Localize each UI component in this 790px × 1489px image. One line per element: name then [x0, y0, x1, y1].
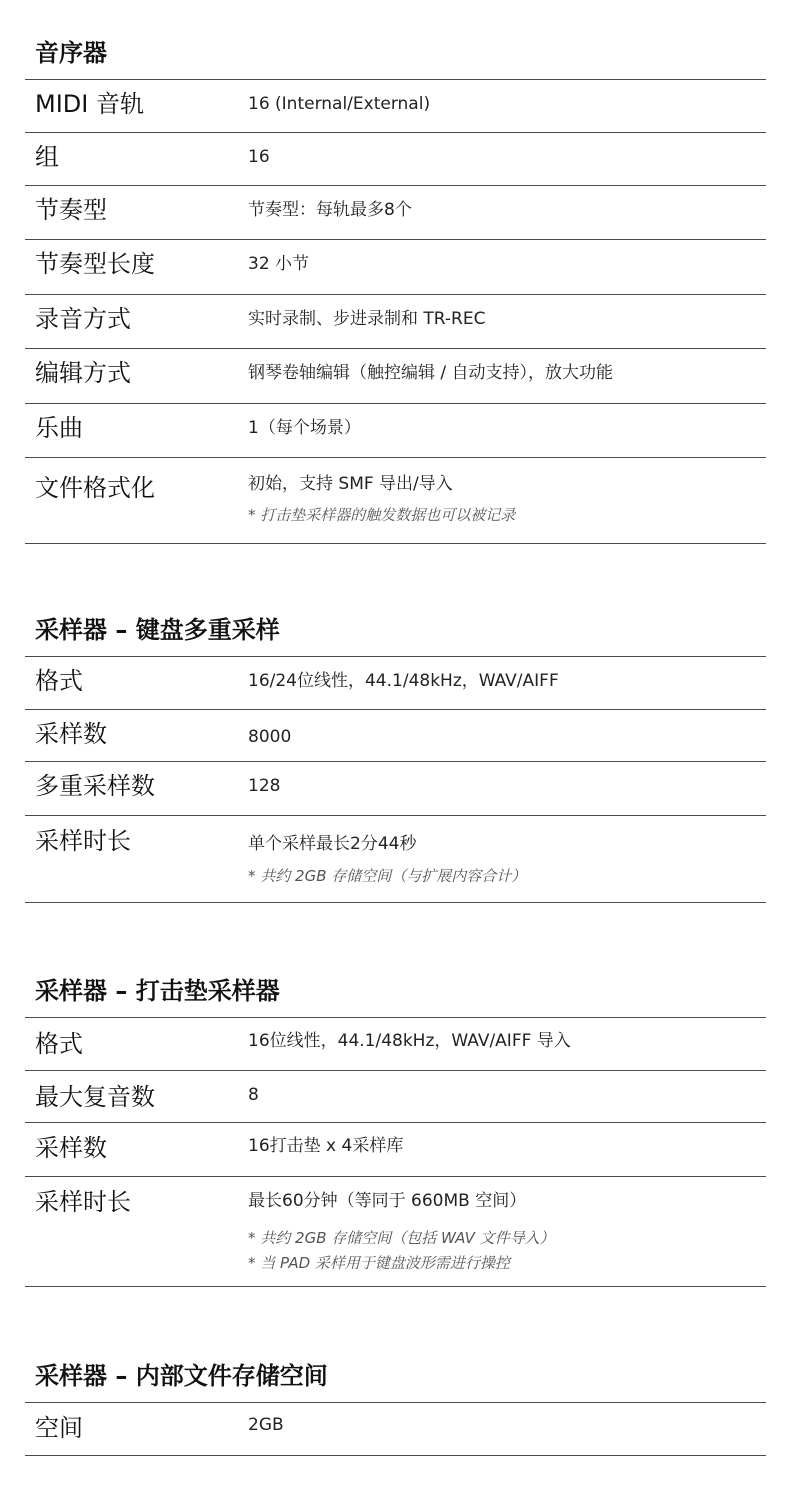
spec-label: 采样时长: [35, 827, 131, 855]
spec-value: 钢琴卷轴编辑（触控编辑 / 自动支持），放大功能: [248, 363, 614, 383]
spec-value: 16: [248, 147, 270, 167]
spec-row-midi-tracks: [25, 80, 766, 133]
spec-note: * 共约 2GB 存储空间（与扩展内容合计）: [248, 867, 527, 885]
spec-value: 最长60分钟（等同于 660MB 空间）: [248, 1191, 527, 1211]
spec-label: 节奏型: [35, 196, 107, 224]
spec-label: 最大复音数: [35, 1083, 155, 1111]
spec-row-patterns: [25, 186, 766, 240]
spec-row-max-polyphony: [25, 1071, 766, 1123]
spec-row-sample-count: [25, 1123, 766, 1177]
spec-label: 乐曲: [35, 414, 83, 442]
spec-row-editing: [25, 349, 766, 404]
spec-value: 16打击垫 x 4采样库: [248, 1136, 404, 1156]
sequencer-section: [25, 27, 766, 544]
spec-row-songs: [25, 404, 766, 458]
spec-row-format: [25, 657, 766, 710]
spec-value: 1（每个场景）: [248, 418, 361, 438]
pad-sampler-section: [25, 965, 766, 1287]
spec-value: 16位线性，44.1/48kHz，WAV/AIFF 导入: [248, 1031, 571, 1051]
keyboard-sampler-section: [25, 604, 766, 903]
spec-value: 2GB: [248, 1415, 284, 1435]
spec-value: 8: [248, 1085, 259, 1105]
spec-label: 采样数: [35, 1134, 107, 1162]
spec-value: 8000: [248, 727, 292, 747]
spec-row-recording: [25, 295, 766, 349]
spec-row-groups: [25, 133, 766, 186]
spec-label: 格式: [35, 1030, 83, 1058]
spec-row-file-format: [25, 458, 766, 544]
spec-label: 多重采样数: [35, 772, 155, 800]
spec-label: 文件格式化: [35, 474, 155, 502]
spec-note: * 打击垫采样器的触发数据也可以被记录: [248, 506, 516, 524]
spec-label: 节奏型长度: [35, 250, 155, 278]
section-title: 采样器 – 打击垫采样器: [25, 965, 766, 1018]
spec-value: 初始，支持 SMF 导出/导入: [248, 474, 453, 494]
spec-label: 空间: [35, 1414, 83, 1442]
spec-value: 节奏型：每轨最多8个: [248, 200, 412, 220]
spec-row-space: [25, 1403, 766, 1456]
spec-value: 实时录制、步进录制和 TR-REC: [248, 309, 486, 329]
spec-row-multisample-count: [25, 762, 766, 816]
spec-label: 采样时长: [35, 1188, 131, 1216]
spec-value: 16/24位线性，44.1/48kHz，WAV/AIFF: [248, 671, 559, 691]
spec-row-format: [25, 1018, 766, 1071]
spec-value: 16 (Internal/External): [248, 94, 431, 114]
section-title: 采样器 – 键盘多重采样: [25, 604, 766, 657]
spec-label: 编辑方式: [35, 359, 131, 387]
spec-label: 录音方式: [35, 305, 131, 333]
spec-value: 128: [248, 776, 281, 796]
spec-value: 32 小节: [248, 254, 310, 274]
spec-note: * 共约 2GB 存储空间（包括 WAV 文件导入）: [248, 1229, 555, 1247]
spec-note: * 当 PAD 采样用于键盘波形需进行操控: [248, 1254, 510, 1272]
spec-label: 组: [35, 143, 59, 171]
spec-label: MIDI 音轨: [35, 90, 144, 118]
spec-label: 采样数: [35, 720, 107, 748]
spec-row-sample-count: [25, 710, 766, 762]
spec-row-sample-time: [25, 1177, 766, 1287]
section-title: 音序器: [25, 27, 766, 80]
section-title: 采样器 – 内部文件存储空间: [25, 1350, 766, 1403]
spec-row-pattern-length: [25, 240, 766, 295]
spec-value: 单个采样最长2分44秒: [248, 834, 417, 854]
storage-section: [25, 1350, 766, 1456]
spec-row-sample-time: [25, 816, 766, 903]
spec-label: 格式: [35, 667, 83, 695]
